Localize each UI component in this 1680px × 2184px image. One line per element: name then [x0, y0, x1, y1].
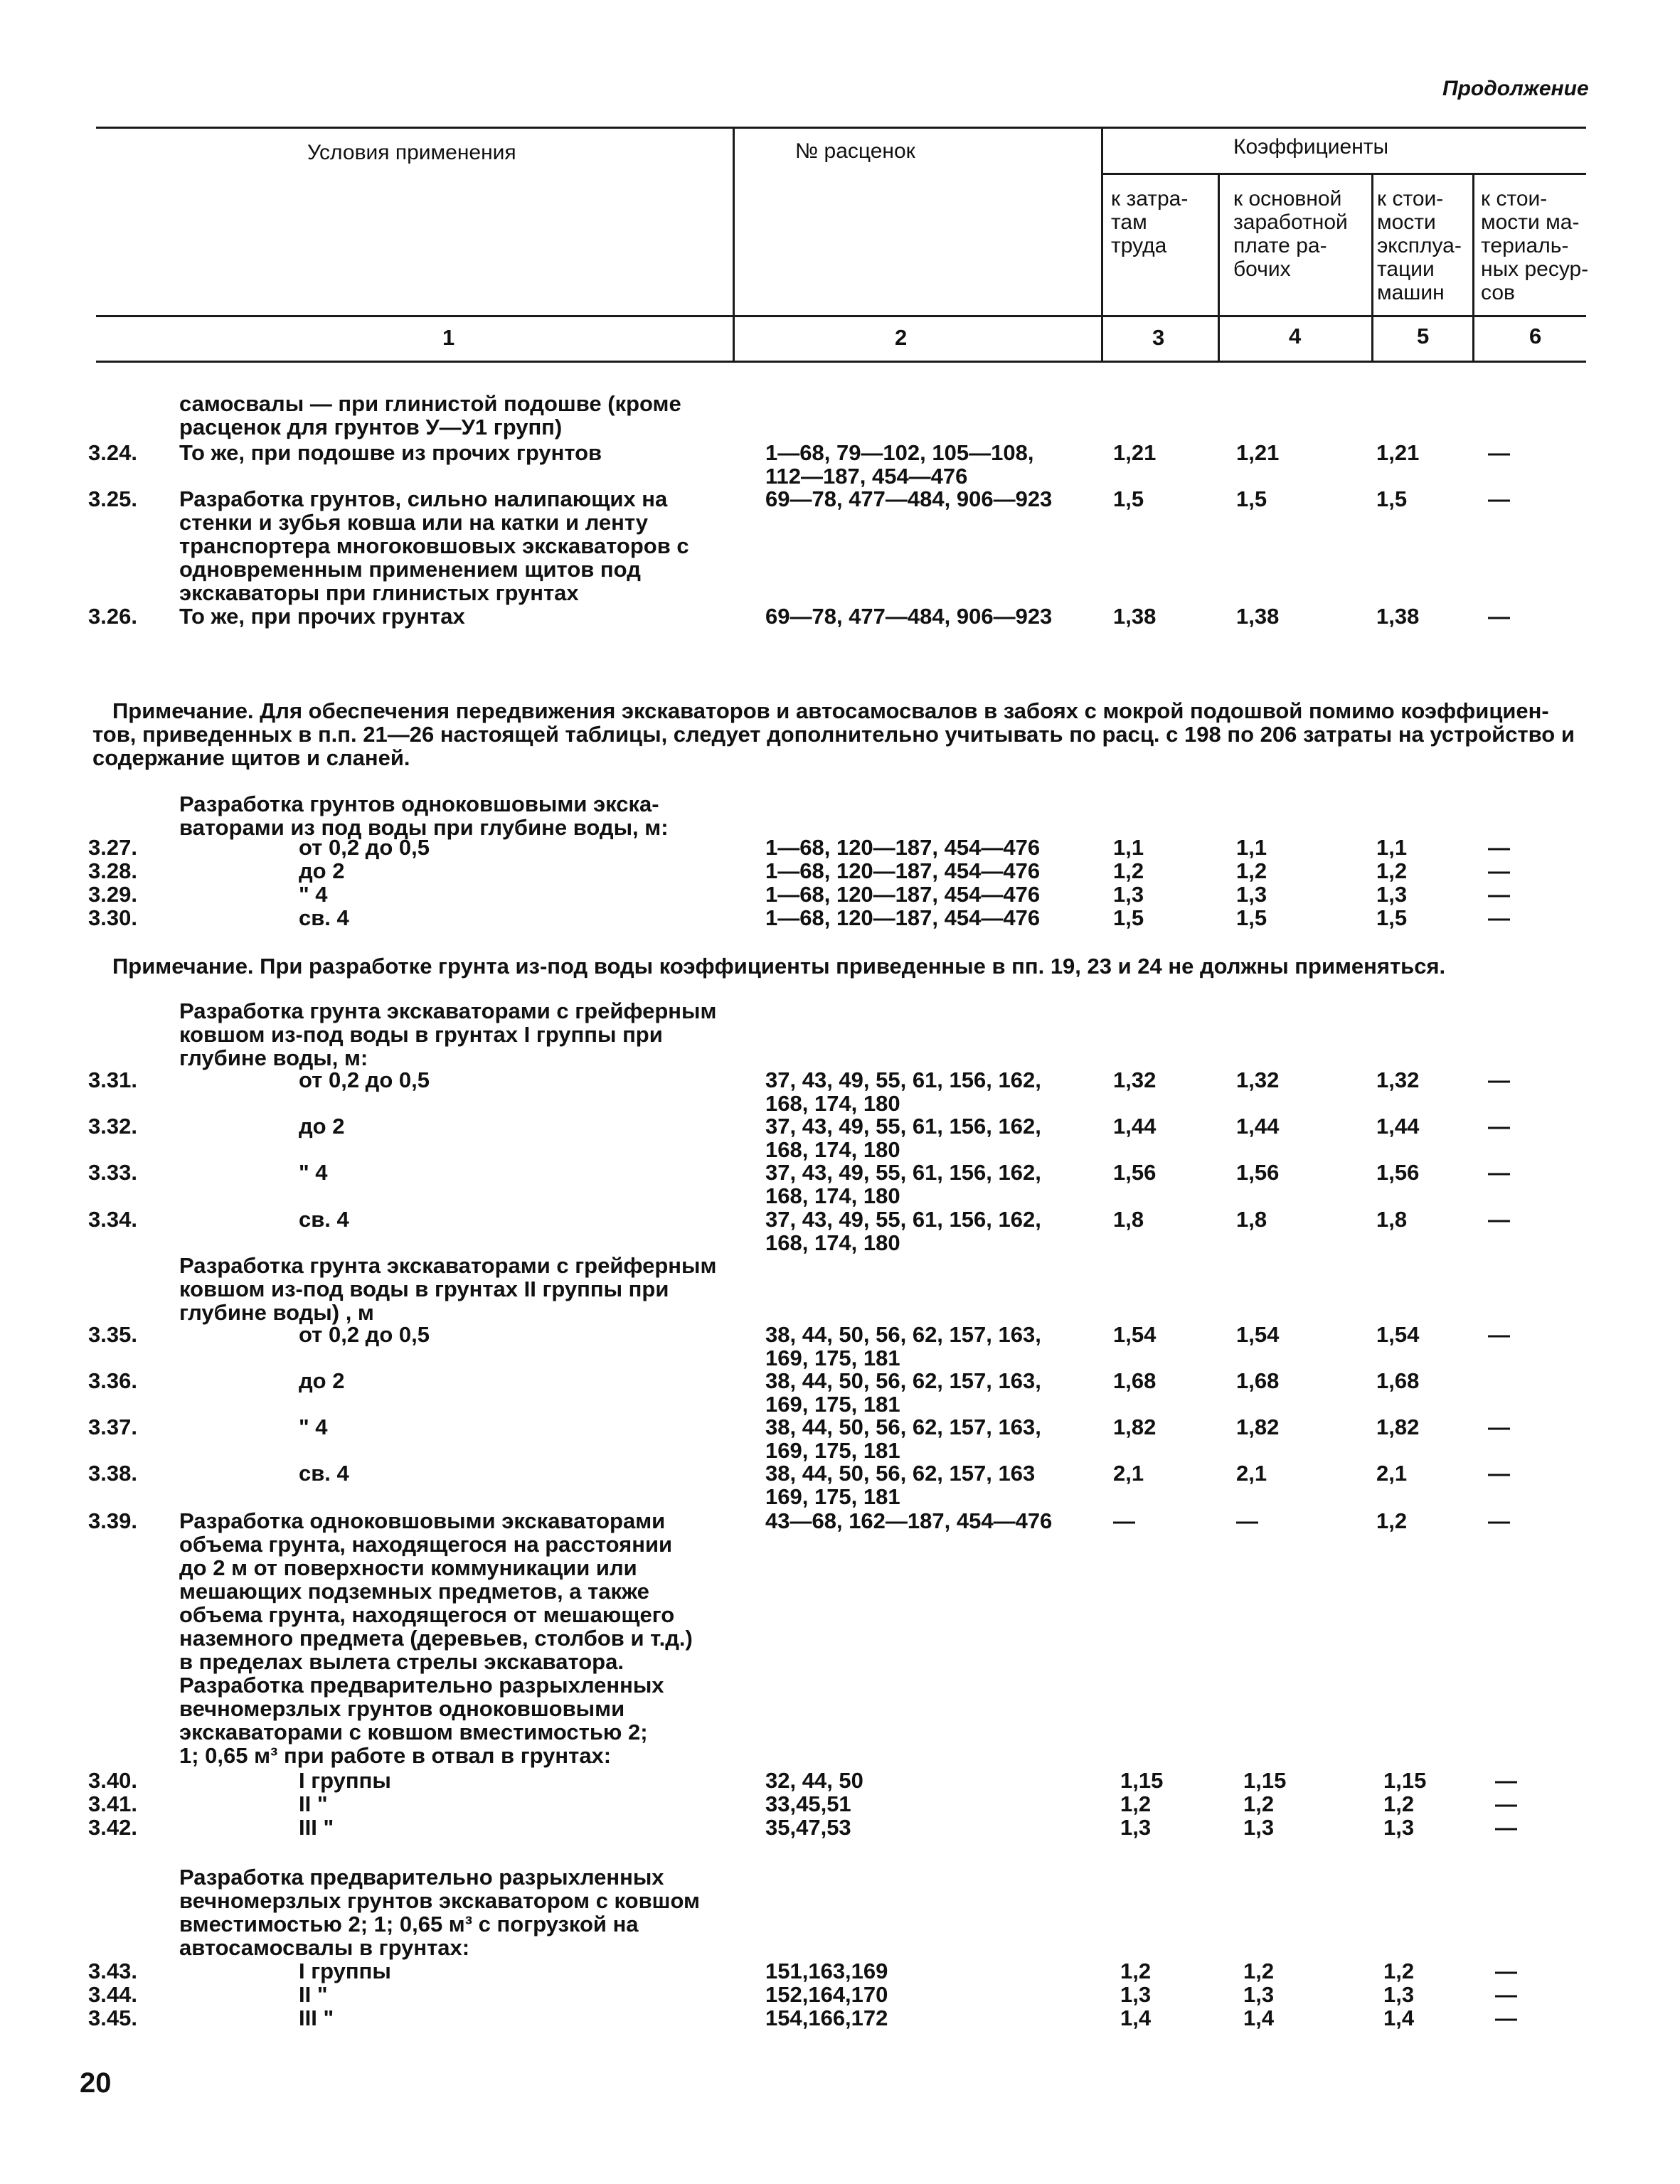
coef-base-wage: 2,1	[1236, 1461, 1267, 1486]
coef-labor: 1,3	[1120, 1982, 1152, 2007]
col-divider-2	[1101, 127, 1103, 363]
row-condition-text: То же, при подошве из прочих грунтов	[179, 440, 602, 465]
coef-base-wage: 1,68	[1236, 1368, 1280, 1393]
row-condition-text: от 0,2 до 0,5	[299, 1322, 430, 1347]
coef-base-wage: 1,56	[1236, 1160, 1280, 1185]
row-rate-numbers: 169, 175, 181	[765, 1438, 900, 1463]
coef-labor: 1,5	[1113, 486, 1144, 511]
coef-machine-cost: 1,4	[1383, 2005, 1415, 2030]
row-condition-text: до 2	[299, 1368, 345, 1393]
row-condition-text: Разработка предварительно разрыхленных	[179, 1673, 664, 1698]
coef-labor: 1,21	[1113, 440, 1157, 465]
row-condition-text: расценок для грунтов У—У1 групп)	[179, 415, 563, 440]
coef-labor: 1,4	[1120, 2005, 1152, 2030]
coef-machine-cost: 1,21	[1376, 440, 1420, 465]
row-condition-text: от 0,2 до 0,5	[299, 835, 430, 860]
coef-labor: 1,2	[1113, 858, 1144, 883]
row-condition-text: I группы	[299, 1768, 391, 1793]
coef-machine-cost: 1,5	[1376, 905, 1408, 930]
col-divider-1	[733, 127, 735, 363]
row-condition-text: вечномерзлых грунтов экскаватором с ковшом	[179, 1888, 700, 1913]
row-number: 3.25.	[88, 486, 137, 511]
row-condition-text: св. 4	[299, 1207, 349, 1232]
row-condition-text: III "	[299, 1815, 334, 1840]
row-rate-numbers: 168, 174, 180	[765, 1230, 900, 1255]
continuation-label: Продолжение	[1442, 77, 1589, 100]
row-rate-numbers: 154,166,172	[765, 2005, 888, 2030]
row-condition-text: Разработка одноковшовыми экскаваторами	[179, 1508, 666, 1533]
row-condition-text: ковшом из-под воды в грунтах II группы при	[179, 1277, 669, 1301]
row-rate-numbers: 168, 174, 180	[765, 1137, 900, 1162]
coef-material-cost: —	[1495, 1791, 1517, 1816]
coef-labor: 2,1	[1113, 1461, 1144, 1486]
row-number: 3.33.	[88, 1160, 137, 1185]
row-condition-text: вечномерзлых грунтов одноковшовыми	[179, 1696, 625, 1721]
row-number: 3.45.	[88, 2005, 137, 2030]
coef-base-wage: 1,8	[1236, 1207, 1267, 1232]
coef-labor: 1,54	[1113, 1322, 1157, 1347]
coef-material-cost: —	[1488, 1508, 1510, 1533]
row-rate-numbers: 1—68, 120—187, 454—476	[765, 905, 1041, 930]
coef-labor: 1,3	[1113, 882, 1144, 907]
row-condition-text: вместимостью 2; 1; 0,65 м³ с погрузкой на	[179, 1912, 639, 1937]
coef-material-cost: —	[1495, 1815, 1517, 1840]
coef-base-wage: 1,44	[1236, 1114, 1280, 1139]
coef-material-cost: —	[1488, 604, 1510, 629]
coef-material-cost: —	[1488, 486, 1510, 511]
coef-labor: 1,2	[1120, 1791, 1152, 1816]
row-condition-text: ковшом из-под воды в грунтах I группы при	[179, 1022, 663, 1047]
coef-labor: 1,5	[1113, 905, 1144, 930]
coef-base-wage: 1,21	[1236, 440, 1280, 465]
note-2: Примечание. При разработке грунта из-под воды коэффициенты приведенные в пп. 19, 23 и 24 не должны применяться.	[112, 954, 1446, 979]
row-condition-text: II "	[299, 1791, 328, 1816]
row-number: 3.34.	[88, 1207, 137, 1232]
page-number: 20	[80, 2067, 112, 2099]
row-rate-numbers: 38, 44, 50, 56, 62, 157, 163,	[765, 1415, 1041, 1439]
coef-base-wage: 1,5	[1236, 905, 1267, 930]
row-number: 3.36.	[88, 1368, 137, 1393]
row-rate-numbers: 33,45,51	[765, 1791, 851, 1816]
row-number: 3.39.	[88, 1508, 137, 1533]
row-number: 3.27.	[88, 835, 137, 860]
row-condition-text: ваторами из под воды при глубине воды, м:	[179, 815, 669, 840]
row-condition-text: То же, при прочих грунтах	[179, 604, 465, 629]
coef-material-cost: —	[1488, 1160, 1510, 1185]
row-condition-text: св. 4	[299, 905, 349, 930]
row-condition-text: до 2	[299, 858, 345, 883]
col-divider-3	[1218, 173, 1220, 363]
coef-machine-cost: 1,56	[1376, 1160, 1420, 1185]
coef-labor: 1,1	[1113, 835, 1144, 860]
coef-machine-cost: 1,3	[1383, 1982, 1415, 2007]
row-condition-text: в пределах вылета стрелы экскаватора.	[179, 1649, 624, 1674]
row-rate-numbers: 112—187, 454—476	[765, 464, 968, 489]
coef-base-wage: 1,2	[1243, 1959, 1275, 1983]
row-rate-numbers: 37, 43, 49, 55, 61, 156, 162,	[765, 1067, 1041, 1092]
coef-labor: 1,8	[1113, 1207, 1144, 1232]
row-condition-text: " 4	[299, 1160, 328, 1185]
row-condition-text: Разработка грунтов одноковшовыми экска-	[179, 792, 659, 816]
coef-labor: 1,32	[1113, 1067, 1157, 1092]
row-condition-text: 1; 0,65 м³ при работе в отвал в грунтах:	[179, 1743, 612, 1768]
row-rate-numbers: 169, 175, 181	[765, 1392, 900, 1417]
coef-machine-cost: 1,32	[1376, 1067, 1420, 1092]
row-rate-numbers: 169, 175, 181	[765, 1484, 900, 1509]
row-condition-text: Разработка грунтов, сильно налипающих на	[179, 486, 668, 511]
row-condition-text: стенки и зубья ковша или на катки и ленту	[179, 510, 649, 535]
row-number: 3.44.	[88, 1982, 137, 2007]
row-number: 3.40.	[88, 1768, 137, 1793]
coef-labor: 1,56	[1113, 1160, 1157, 1185]
header-conditions: Условия применения	[307, 141, 516, 164]
row-number: 3.43.	[88, 1959, 137, 1983]
row-rate-numbers: 38, 44, 50, 56, 62, 157, 163,	[765, 1368, 1041, 1393]
row-condition-text: " 4	[299, 882, 328, 907]
row-number: 3.29.	[88, 882, 137, 907]
coef-base-wage: —	[1236, 1508, 1258, 1533]
coef-machine-cost: 1,1	[1376, 835, 1408, 860]
coef-base-wage: 1,2	[1236, 858, 1267, 883]
row-condition-text: глубине воды) , м	[179, 1300, 374, 1325]
row-number: 3.37.	[88, 1415, 137, 1439]
row-rate-numbers: 32, 44, 50	[765, 1768, 863, 1793]
coef-machine-cost: 1,44	[1376, 1114, 1420, 1139]
coef-material-cost: —	[1488, 1322, 1510, 1347]
coef-material-cost: —	[1488, 440, 1510, 465]
row-number: 3.26.	[88, 604, 137, 629]
row-condition-text: наземного предмета (деревьев, столбов и т.д.)	[179, 1626, 693, 1651]
row-rate-numbers: 168, 174, 180	[765, 1183, 900, 1208]
coef-base-wage: 1,5	[1236, 486, 1267, 511]
row-condition-text: глубине воды, м:	[179, 1045, 368, 1070]
coef-material-cost: —	[1495, 2005, 1517, 2030]
coef-material-cost: —	[1495, 1959, 1517, 1983]
row-condition-text: до 2 м от поверхности коммуникации или	[179, 1555, 637, 1580]
row-rate-numbers: 37, 43, 49, 55, 61, 156, 162,	[765, 1207, 1041, 1232]
coef-machine-cost: 1,68	[1376, 1368, 1420, 1393]
coefficients-rule	[1101, 173, 1586, 175]
row-condition-text: до 2	[299, 1114, 345, 1139]
row-rate-numbers: 1—68, 120—187, 454—476	[765, 882, 1041, 907]
coef-material-cost: —	[1495, 1768, 1517, 1793]
row-rate-numbers: 38, 44, 50, 56, 62, 157, 163,	[765, 1322, 1041, 1347]
coef-base-wage: 1,54	[1236, 1322, 1280, 1347]
header-bottom-rule	[96, 361, 1586, 363]
coef-machine-cost: 1,3	[1383, 1815, 1415, 1840]
row-condition-text: Разработка грунта экскаваторами с грейферным	[179, 998, 717, 1023]
col-divider-5	[1472, 173, 1474, 363]
coef-labor: 1,15	[1120, 1768, 1164, 1793]
row-condition-text: " 4	[299, 1415, 328, 1439]
row-condition-text: св. 4	[299, 1461, 349, 1486]
row-rate-numbers: 37, 43, 49, 55, 61, 156, 162,	[765, 1160, 1041, 1185]
row-number: 3.30.	[88, 905, 137, 930]
coef-material-cost: —	[1488, 882, 1510, 907]
coef-machine-cost: 1,2	[1376, 1508, 1408, 1533]
coef-base-wage: 1,3	[1243, 1982, 1275, 2007]
coef-machine-cost: 2,1	[1376, 1461, 1408, 1486]
row-number: 3.28.	[88, 858, 137, 883]
row-number: 3.38.	[88, 1461, 137, 1486]
row-rate-numbers: 151,163,169	[765, 1959, 888, 1983]
coef-base-wage: 1,4	[1243, 2005, 1275, 2030]
row-rate-numbers: 152,164,170	[765, 1982, 888, 2007]
coef-labor: 1,82	[1113, 1415, 1157, 1439]
row-rate-numbers: 38, 44, 50, 56, 62, 157, 163	[765, 1461, 1036, 1486]
header-top-rule	[96, 127, 1586, 129]
row-rate-numbers: 69—78, 477—484, 906—923	[765, 604, 1053, 629]
coef-material-cost: —	[1488, 858, 1510, 883]
row-condition-text: от 0,2 до 0,5	[299, 1067, 430, 1092]
row-number: 3.32.	[88, 1114, 137, 1139]
coef-labor: 1,3	[1120, 1815, 1152, 1840]
row-rate-numbers: 37, 43, 49, 55, 61, 156, 162,	[765, 1114, 1041, 1139]
row-condition-text: объема грунта, находящегося от мешающего	[179, 1602, 675, 1627]
coef-labor: 1,38	[1113, 604, 1157, 629]
coef-base-wage: 1,3	[1236, 882, 1267, 907]
row-condition-text: одновременным применением щитов под	[179, 557, 641, 582]
coef-material-cost: —	[1488, 1067, 1510, 1092]
row-rate-numbers: 1—68, 79—102, 105—108,	[765, 440, 1034, 465]
coef-machine-cost: 1,2	[1376, 858, 1408, 883]
coef-base-wage: 1,3	[1243, 1815, 1275, 1840]
coef-machine-cost: 1,82	[1376, 1415, 1420, 1439]
row-number: 3.35.	[88, 1322, 137, 1347]
header-rate-numbers: № расценок	[795, 139, 915, 163]
row-condition-text: Разработка предварительно разрыхленных	[179, 1865, 664, 1890]
coef-machine-cost: 1,38	[1376, 604, 1420, 629]
coef-material-cost: —	[1488, 835, 1510, 860]
coef-machine-cost: 1,8	[1376, 1207, 1408, 1232]
coef-base-wage: 1,38	[1236, 604, 1280, 629]
coef-material-cost: —	[1488, 1207, 1510, 1232]
coef-machine-cost: 1,2	[1383, 1959, 1415, 1983]
coef-machine-cost: 1,5	[1376, 486, 1408, 511]
row-number: 3.42.	[88, 1815, 137, 1840]
coef-labor: 1,44	[1113, 1114, 1157, 1139]
row-condition-text: Разработка грунта экскаваторами с грейферным	[179, 1253, 717, 1278]
row-rate-numbers: 69—78, 477—484, 906—923	[765, 486, 1053, 511]
col-divider-4	[1371, 173, 1373, 363]
row-condition-text: экскаваторами с ковшом вместимостью 2;	[179, 1720, 648, 1744]
row-number: 3.41.	[88, 1791, 137, 1816]
coef-machine-cost: 1,2	[1383, 1791, 1415, 1816]
row-condition-text: самосвалы — при глинистой подошве (кроме	[179, 391, 681, 416]
coef-material-cost: —	[1488, 1415, 1510, 1439]
row-number: 3.31.	[88, 1067, 137, 1092]
row-condition-text: экскаваторы при глинистых грунтах	[179, 580, 579, 605]
coef-material-cost: —	[1488, 1461, 1510, 1486]
coef-material-cost: —	[1488, 1114, 1510, 1139]
coef-base-wage: 1,1	[1236, 835, 1267, 860]
row-condition-text: автосамосвалы в грунтах:	[179, 1935, 470, 1960]
coef-machine-cost: 1,54	[1376, 1322, 1420, 1347]
row-rate-numbers: 168, 174, 180	[765, 1091, 900, 1116]
coef-labor: —	[1113, 1508, 1135, 1533]
header-coefficients: Коэффициенты	[1233, 135, 1389, 159]
row-condition-text: объема грунта, находящегося на расстоянии	[179, 1532, 673, 1557]
coef-base-wage: 1,15	[1243, 1768, 1287, 1793]
row-rate-numbers: 43—68, 162—187, 454—476	[765, 1508, 1053, 1533]
row-condition-text: транспортера многоковшовых экскаваторов с	[179, 533, 689, 558]
header-mid-rule	[96, 315, 1586, 317]
row-rate-numbers: 169, 175, 181	[765, 1346, 900, 1370]
coef-base-wage: 1,82	[1236, 1415, 1280, 1439]
row-number: 3.24.	[88, 440, 137, 465]
row-condition-text: I группы	[299, 1959, 391, 1983]
row-condition-text: мешающих подземных предметов, а также	[179, 1579, 649, 1604]
coef-material-cost: —	[1495, 1982, 1517, 2007]
coef-base-wage: 1,32	[1236, 1067, 1280, 1092]
row-rate-numbers: 1—68, 120—187, 454—476	[765, 835, 1041, 860]
coef-machine-cost: 1,15	[1383, 1768, 1427, 1793]
row-condition-text: II "	[299, 1982, 328, 2007]
coef-material-cost: —	[1488, 905, 1510, 930]
row-rate-numbers: 1—68, 120—187, 454—476	[765, 858, 1041, 883]
row-rate-numbers: 35,47,53	[765, 1815, 851, 1840]
coef-labor: 1,68	[1113, 1368, 1157, 1393]
coef-labor: 1,2	[1120, 1959, 1152, 1983]
coef-machine-cost: 1,3	[1376, 882, 1408, 907]
row-condition-text: III "	[299, 2005, 334, 2030]
coef-base-wage: 1,2	[1243, 1791, 1275, 1816]
